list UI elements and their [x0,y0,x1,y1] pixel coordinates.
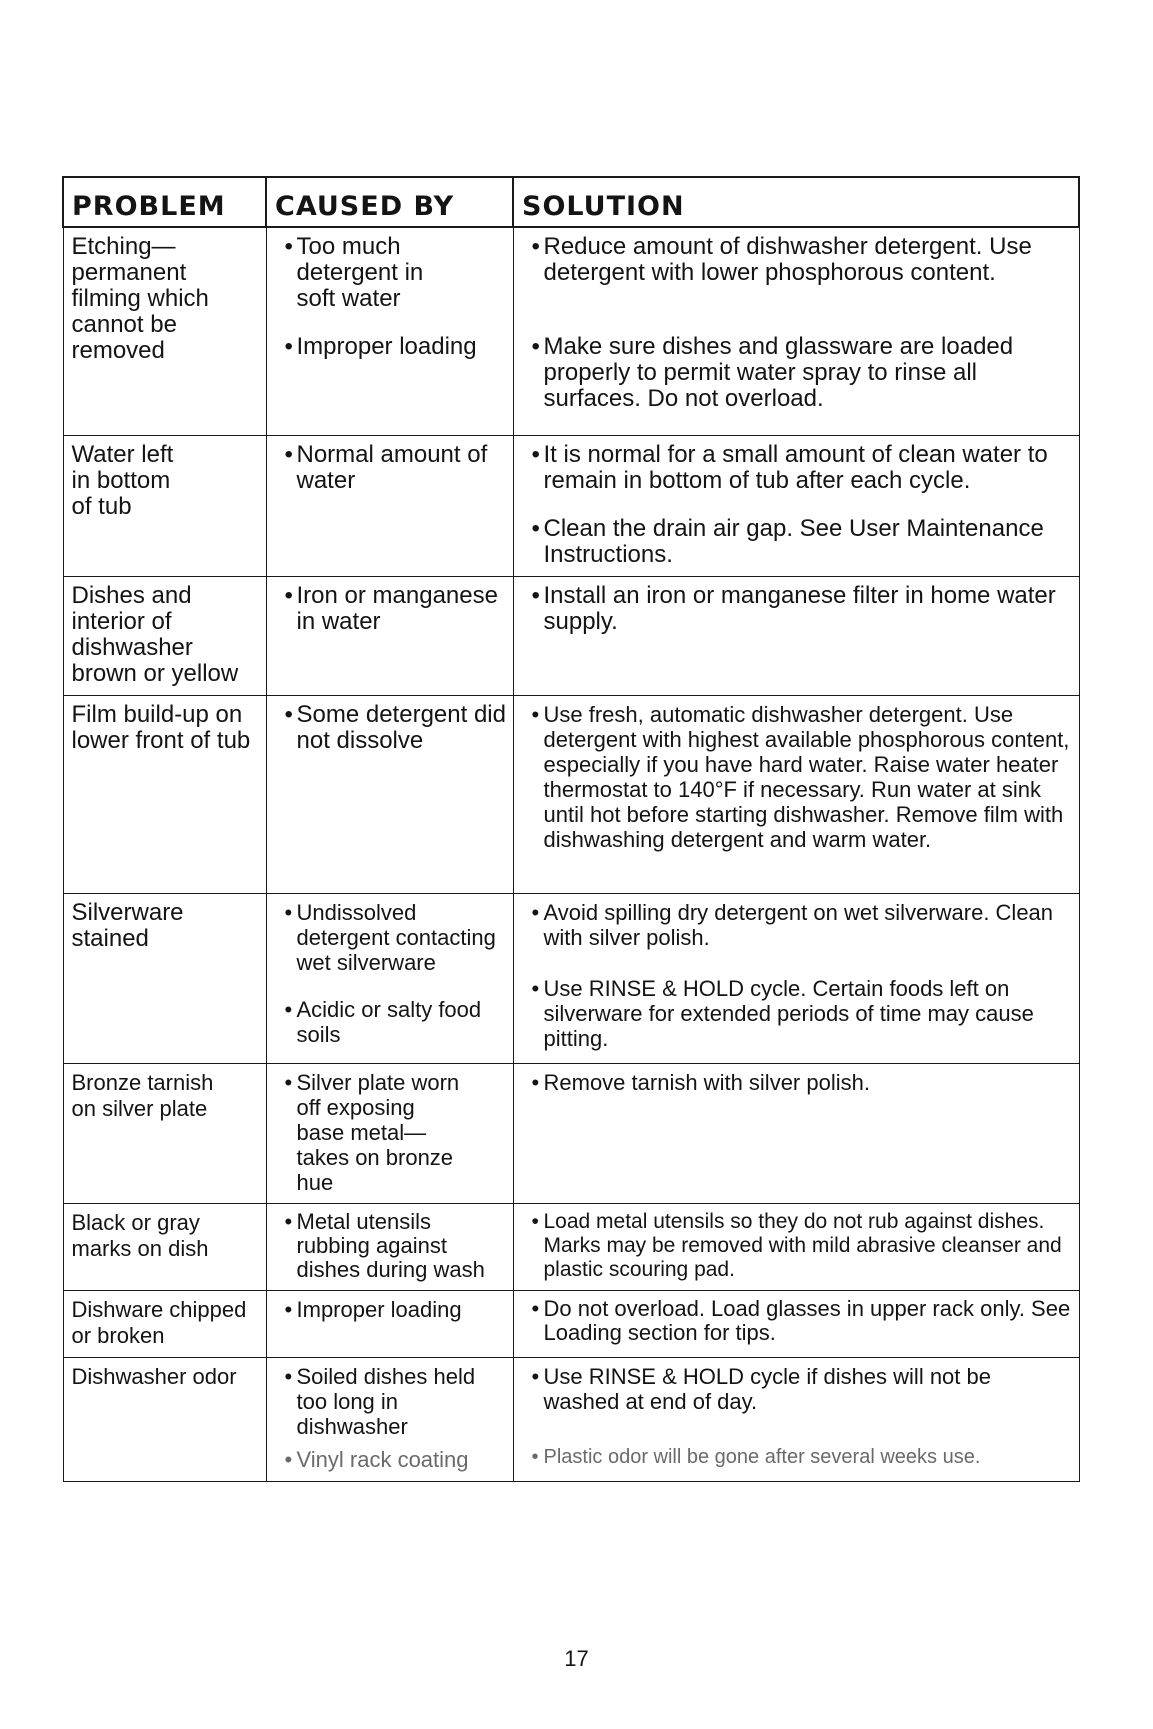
solution-item: • Reduce amount of dishwasher detergent. Use detergent with lower phosphorous content. [522,234,1073,286]
table-row [63,435,1079,576]
problem-line: Silverware [71,898,184,926]
problem-line: Etching— [71,233,176,260]
solution-item: • Load metal utensils so they do not rub against dishes. Marks may be removed with mild abrasive cleanser and plastic scouring pad. [522,1210,1073,1282]
problem-line: Black or gray [71,1209,200,1235]
cause-cell [266,893,513,1063]
problem-line: lower front of tub [71,726,251,754]
cause-item: • Too much detergent in soft water [275,234,507,312]
problem-cell [63,1063,266,1203]
problem-line: Water left [71,440,174,468]
problem-line: filming which [71,285,209,312]
problem-line: stained [71,924,149,952]
problem-line: in bottom [71,466,171,494]
cause-cell [266,1063,513,1203]
solution-column-header: SOLUTION [513,177,1079,227]
problem-cell [63,576,266,695]
solution-cell [513,1203,1079,1290]
table-header-row [63,177,1079,227]
solution-item: • It is normal for a small amount of clean water to remain in bottom of tub after each cycle. [522,442,1073,494]
cause-cell [266,227,513,435]
solution-cell [513,893,1079,1063]
cause-item: • Improper loading [275,1297,507,1323]
solution-item: • Install an iron or manganese filter in home water supply. [522,583,1073,635]
troubleshooting-table [62,176,1080,1482]
solution-item: • Plastic odor will be gone after several weeks use. [522,1444,1073,1470]
cause-item: • Vinyl rack coating [275,1447,507,1473]
cause-item: • Acidic or salty food soils [275,997,507,1047]
solution-cell [513,1063,1079,1203]
problem-cell [63,227,266,435]
solution-item: • Use RINSE & HOLD cycle if dishes will not be washed at end of day. [522,1364,1073,1414]
solution-cell [513,695,1079,893]
cause-cell [266,1357,513,1481]
problem-line: cannot be [71,311,177,338]
cause-item: • Soiled dishes held too long in dishwasher [275,1364,507,1439]
cause-cell [266,576,513,695]
problem-cell [63,1357,266,1481]
problem-line: Dishes and [71,581,192,609]
cause-item: • Iron or manganese in water [275,583,507,635]
solution-cell [513,1357,1079,1481]
problem-line: Dishwasher odor [71,1363,237,1389]
problem-line: permanent [71,259,187,286]
cause-cell [266,1203,513,1290]
solution-item: • Do not overload. Load glasses in upper rack only. See Loading section for tips. [522,1297,1073,1345]
problem-cell [63,1203,266,1290]
solution-item: • Use RINSE & HOLD cycle. Certain foods left on silverware for extended periods of time may cause pitting. [522,976,1073,1051]
problem-line: dishwasher [71,633,193,661]
caused-by-column-header: CAUSED BY [266,177,513,227]
problem-cell [63,435,266,576]
problem-line: Film build-up on [71,700,243,728]
solution-item: • Use fresh, automatic dishwasher detergent. Use detergent with highest available phosphorous content, especially if you have hard water. Raise water heater thermostat to 140°F if necessary. Run water at sink until hot before starting dishwasher. Remove film with dishwashing detergent and warm water. [522,702,1073,852]
problem-line: of tub [71,492,132,520]
problem-line: Bronze tarnish [71,1069,214,1095]
problem-line: brown or yellow [71,659,239,687]
problem-column-header: PROBLEM [63,177,266,227]
problem-line: marks on dish [71,1235,209,1261]
cause-cell [266,435,513,576]
cause-item: • Improper loading [275,334,507,360]
cause-item: • Metal utensils rubbing against dishes during wash [275,1210,507,1282]
cause-item: • Undissolved detergent contacting wet silverware [275,900,507,975]
solution-cell [513,227,1079,435]
table-row [63,1357,1079,1481]
problem-line: or broken [71,1322,165,1348]
cause-cell [266,1290,513,1357]
table-row [63,1290,1079,1357]
cause-item: • Normal amount of water [275,442,507,494]
page-number: 17 [564,1646,589,1671]
solution-item: • Clean the drain air gap. See User Maintenance Instructions. [522,516,1073,568]
table-row [63,695,1079,893]
cause-item: • Some detergent did not dissolve [275,702,507,754]
problem-cell [63,695,266,893]
table-row [63,227,1079,435]
problem-line: interior of [71,607,172,635]
table-row [63,1063,1079,1203]
solution-item: • Make sure dishes and glassware are loaded properly to permit water spray to rinse all surfaces. Do not overload. [522,334,1073,412]
solution-cell [513,435,1079,576]
problem-cell [63,1290,266,1357]
table-row [63,576,1079,695]
solution-item: • Avoid spilling dry detergent on wet silverware. Clean with silver polish. [522,900,1073,950]
cause-cell [266,695,513,893]
solution-cell [513,576,1079,695]
solution-cell [513,1290,1079,1357]
problem-line: on silver plate [71,1095,208,1121]
problem-cell [63,893,266,1063]
problem-line: removed [71,337,165,364]
table-row [63,893,1079,1063]
solution-item: • Remove tarnish with silver polish. [522,1070,1073,1096]
problem-line: Dishware chipped [71,1296,247,1322]
cause-item: • Silver plate worn off exposing base metal—takes on bronze hue [275,1070,507,1195]
table-row [63,1203,1079,1290]
